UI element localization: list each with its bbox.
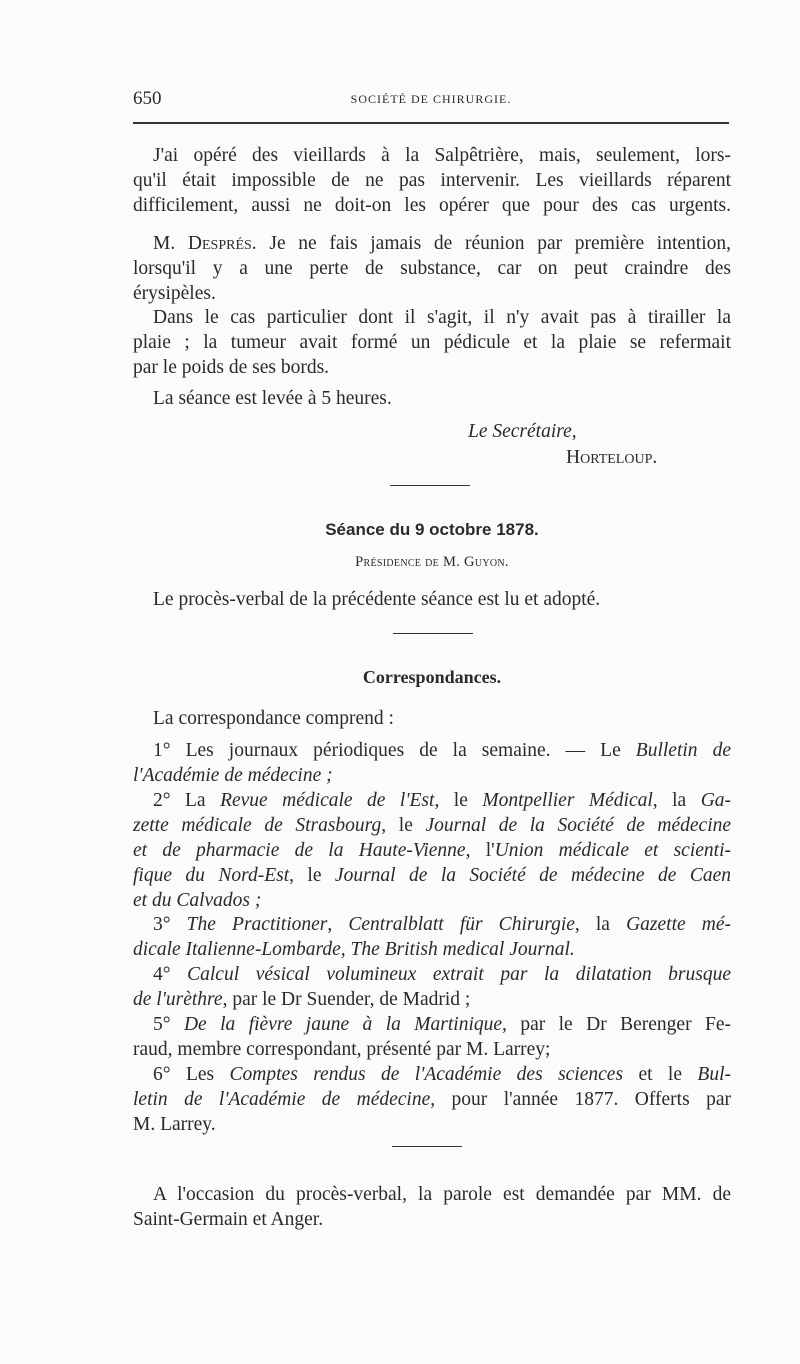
list-item: 2° La Revue médicale de l'Est, le Montpellier Médical, la Ga- zette médicale de Strasbourg, le Journal de la Société de médecine et de pharmacie de la Haute-Vienne, l'Union médicale et scienti- fique du Nord-Est, le Journal de la Société de médecine de Caen et du Calvados ; xyxy=(133,790,732,911)
correspondence-heading: Correspondances. xyxy=(362,667,502,687)
text-line: Dans le cas particulier dont il s'agit, il n'y avait pas à tirailler la xyxy=(153,307,731,328)
signature-title: Le Secrétaire, xyxy=(468,421,577,442)
signature-name: Horteloup. xyxy=(566,447,658,468)
text-line: M. Després. Je ne fais jamais de réunion par première intention, xyxy=(153,233,731,254)
text-line: érysipèles. xyxy=(133,283,216,304)
correspondence-intro: La correspondance comprend : xyxy=(153,708,394,729)
running-title: SOCIÉTÉ DE CHIRURGIE. xyxy=(350,92,512,106)
text-line: par le poids de ses bords. xyxy=(133,357,330,378)
header-rule xyxy=(133,122,729,124)
text-line: J'ai opéré des vieillards à la Salpêtrière, mais, seulement, lors- xyxy=(153,145,731,166)
text-line: La séance est levée à 5 heures. xyxy=(153,388,392,409)
section-divider xyxy=(390,485,470,486)
speaker-name: M. Després. xyxy=(153,233,257,254)
page-number: 650 xyxy=(133,88,162,109)
list-item: 6° Les Comptes rendus de l'Académie des sciences et le Bul- letin de l'Académie de médecine, pour l'année 1877. Offerts par M. Larrey. xyxy=(133,1064,731,1135)
paragraph-3 xyxy=(133,305,731,380)
presidency-line: Présidence de M. Guyon. xyxy=(355,554,509,570)
text-line: lorsqu'il y a une perte de substance, car on peut craindre des xyxy=(133,258,731,279)
paragraph-1 xyxy=(133,143,731,218)
list-item: 3° The Practitioner, Centralblatt für Chirurgie, la Gazette mé- dicale Italienne-Lombarde, The British medical Journal. xyxy=(133,914,731,960)
text-line: Saint-Germain et Anger. xyxy=(133,1209,324,1230)
text-line: plaie ; la tumeur avait formé un pédicule et la plaie se refermait xyxy=(133,332,731,353)
minutes-line: Le procès-verbal de la précédente séance est lu et adopté. xyxy=(153,589,601,610)
page-header xyxy=(133,88,729,116)
list-item: 5° De la fièvre jaune à la Martinique, par le Dr Berenger Fe- raud, membre correspondant, présenté par M. Larrey; xyxy=(133,1014,731,1060)
closing-paragraph xyxy=(133,386,731,411)
text-line: A l'occasion du procès-verbal, la parole est demandée par MM. de xyxy=(153,1184,731,1205)
list-item: 4° Calcul vésical volumineux extrait par la dilatation brusque de l'urèthre, par le Dr Suender, de Madrid ; xyxy=(133,964,731,1010)
section-divider xyxy=(392,1146,462,1147)
final-paragraph xyxy=(133,1182,731,1232)
text-line: qu'il était impossible de ne pas intervenir. Les vieillards réparent xyxy=(133,170,731,191)
session-heading: Séance du 9 octobre 1878. xyxy=(325,520,539,539)
section-divider xyxy=(393,633,473,634)
paragraph-2 xyxy=(133,231,731,306)
list-item: 1° Les journaux périodiques de la semaine. — Le Bulletin de l'Académie de médecine ; xyxy=(133,740,731,786)
text-line: difficilement, aussi ne doit-on les opérer que pour des cas urgents. xyxy=(133,195,731,216)
